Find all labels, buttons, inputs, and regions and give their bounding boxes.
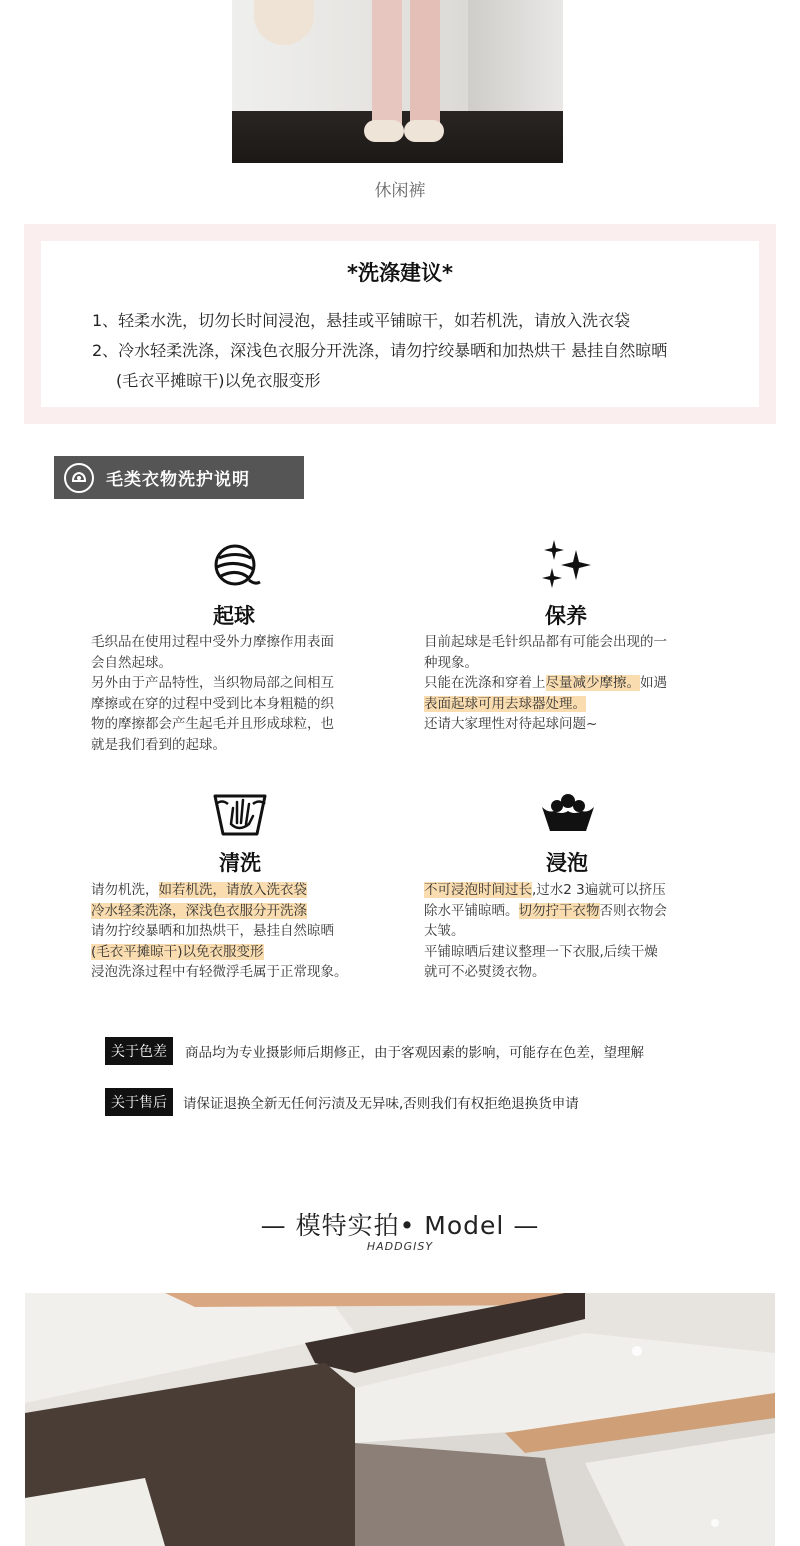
card-text-soaking [424,880,734,983]
hand-wash-icon [213,790,263,840]
photo-caption: 休闲裤 [374,181,426,201]
washing-line-3: 请勿拧绞暴晒和加热烘干，悬挂自然晾晒 [91,923,334,939]
soaking-line-2-tail: 否则衣物会 [599,902,667,919]
notice-tag-color: 关于色差 [105,1037,173,1065]
soaking-line-1-tail: ,过水2 3遍就可以挤压 [532,882,666,898]
section-title: 毛类衣物洗护说明 [106,470,250,490]
care-line-3-tail: 如遇 [640,675,667,691]
soaking-line-5: 就可不必熨烫衣物。 [424,964,546,980]
soaking-line-4: 平铺晾晒后建议整理一下衣服,后续干燥 [424,943,658,960]
soaking-line-2 [424,901,734,922]
product-photo-top [232,0,563,163]
section-header [54,456,304,499]
care-highlight-2: 表面起球可用去球器处理。 [424,695,586,712]
advice-line-3: (毛衣平摊晾干)以免衣服变形 [116,371,321,390]
soaking-line-3: 太皱。 [424,923,465,939]
pilling-line-1: 毛织品在使用过程中受外力摩擦作用表面 [91,634,334,650]
model-section-subtitle: HADDGISY [366,1240,434,1253]
pilling-line-2: 会自然起球。 [91,654,172,671]
notice-tag-after-sales: 关于售后 [105,1088,173,1116]
soaking-highlight-1: 不可浸泡时间过长 [424,882,532,898]
sparkle-icon [540,538,590,588]
card-text-care [424,632,724,735]
soaking-line-2-text: 除水平铺晾晒。 [424,902,519,919]
care-line-1: 目前起球是毛针织品都有可能会出现的一 [424,634,667,650]
card-title-soaking: 浸泡 [546,851,588,875]
card-title-care: 保养 [545,604,587,628]
advice-title: *洗涤建议* [347,261,453,285]
care-line-3 [424,673,724,694]
washing-highlight-3: (毛衣平摊晾干)以免衣服变形 [91,943,264,960]
washing-line-2 [91,901,401,922]
advice-line-2: 2、冷水轻柔洗涤，深浅色衣服分开洗涤，请勿拧绞暴晒和加热烘干 悬挂自然晾晒 [92,341,668,360]
model-section-title: — 模特实拍• Model — [260,1211,540,1240]
care-highlight-1: 尽量减少摩擦。 [545,675,640,691]
notice-text-color: 商品均为专业摄影师后期修正，由于客观因素的影响，可能存在色差，望理解 [185,1045,644,1061]
yarn-ball-icon [211,541,261,591]
pilling-line-3: 另外由于产品特性，当织物局部之间相互 [91,675,334,691]
washing-line-4 [91,942,401,963]
notice-color-difference [105,1037,644,1065]
notice-after-sales [105,1088,579,1116]
card-title-washing: 清洗 [219,851,261,875]
card-text-washing [91,880,401,983]
pilling-line-6: 就是我们看到的起球。 [91,736,226,753]
washing-line-5: 浸泡洗涤过程中有轻微浮毛属于正常现象。 [91,964,348,980]
advice-line-1: 1、轻柔水洗，切勿长时间浸泡，悬挂或平铺晾干，如若机洗，请放入洗衣袋 [92,311,631,330]
wash-basin-icon [540,793,596,843]
card-title-pilling: 起球 [213,604,255,628]
washing-highlight-2: 冷水轻柔洗涤，深浅色衣服分开洗涤 [91,902,307,919]
care-line-2: 种现象。 [424,654,478,671]
pilling-line-4: 摩擦或在穿的过程中受到比本身粗糙的织 [91,695,334,712]
soaking-highlight-2: 切勿拧干衣物 [518,902,600,919]
pilling-line-5: 物的摩擦都会产生起毛并且形成球粒，也 [91,716,334,732]
care-line-3-text: 只能在洗涤和穿着上 [424,675,546,691]
care-line-4 [424,694,724,715]
card-text-pilling [91,632,391,755]
wool-care-icon [64,463,94,493]
notice-text-after-sales: 请保证退换全新无任何污渍及无异味,否则我们有权拒绝退换货申请 [183,1096,579,1112]
washing-line-1 [91,880,401,901]
soaking-line-1 [424,880,734,901]
model-photo [25,1293,775,1546]
care-line-5: 还请大家理性对待起球问题~ [424,716,598,732]
washing-highlight-1: 如若机洗，请放入洗衣袋 [158,882,307,898]
washing-line-1-text: 请勿机洗， [91,882,159,898]
